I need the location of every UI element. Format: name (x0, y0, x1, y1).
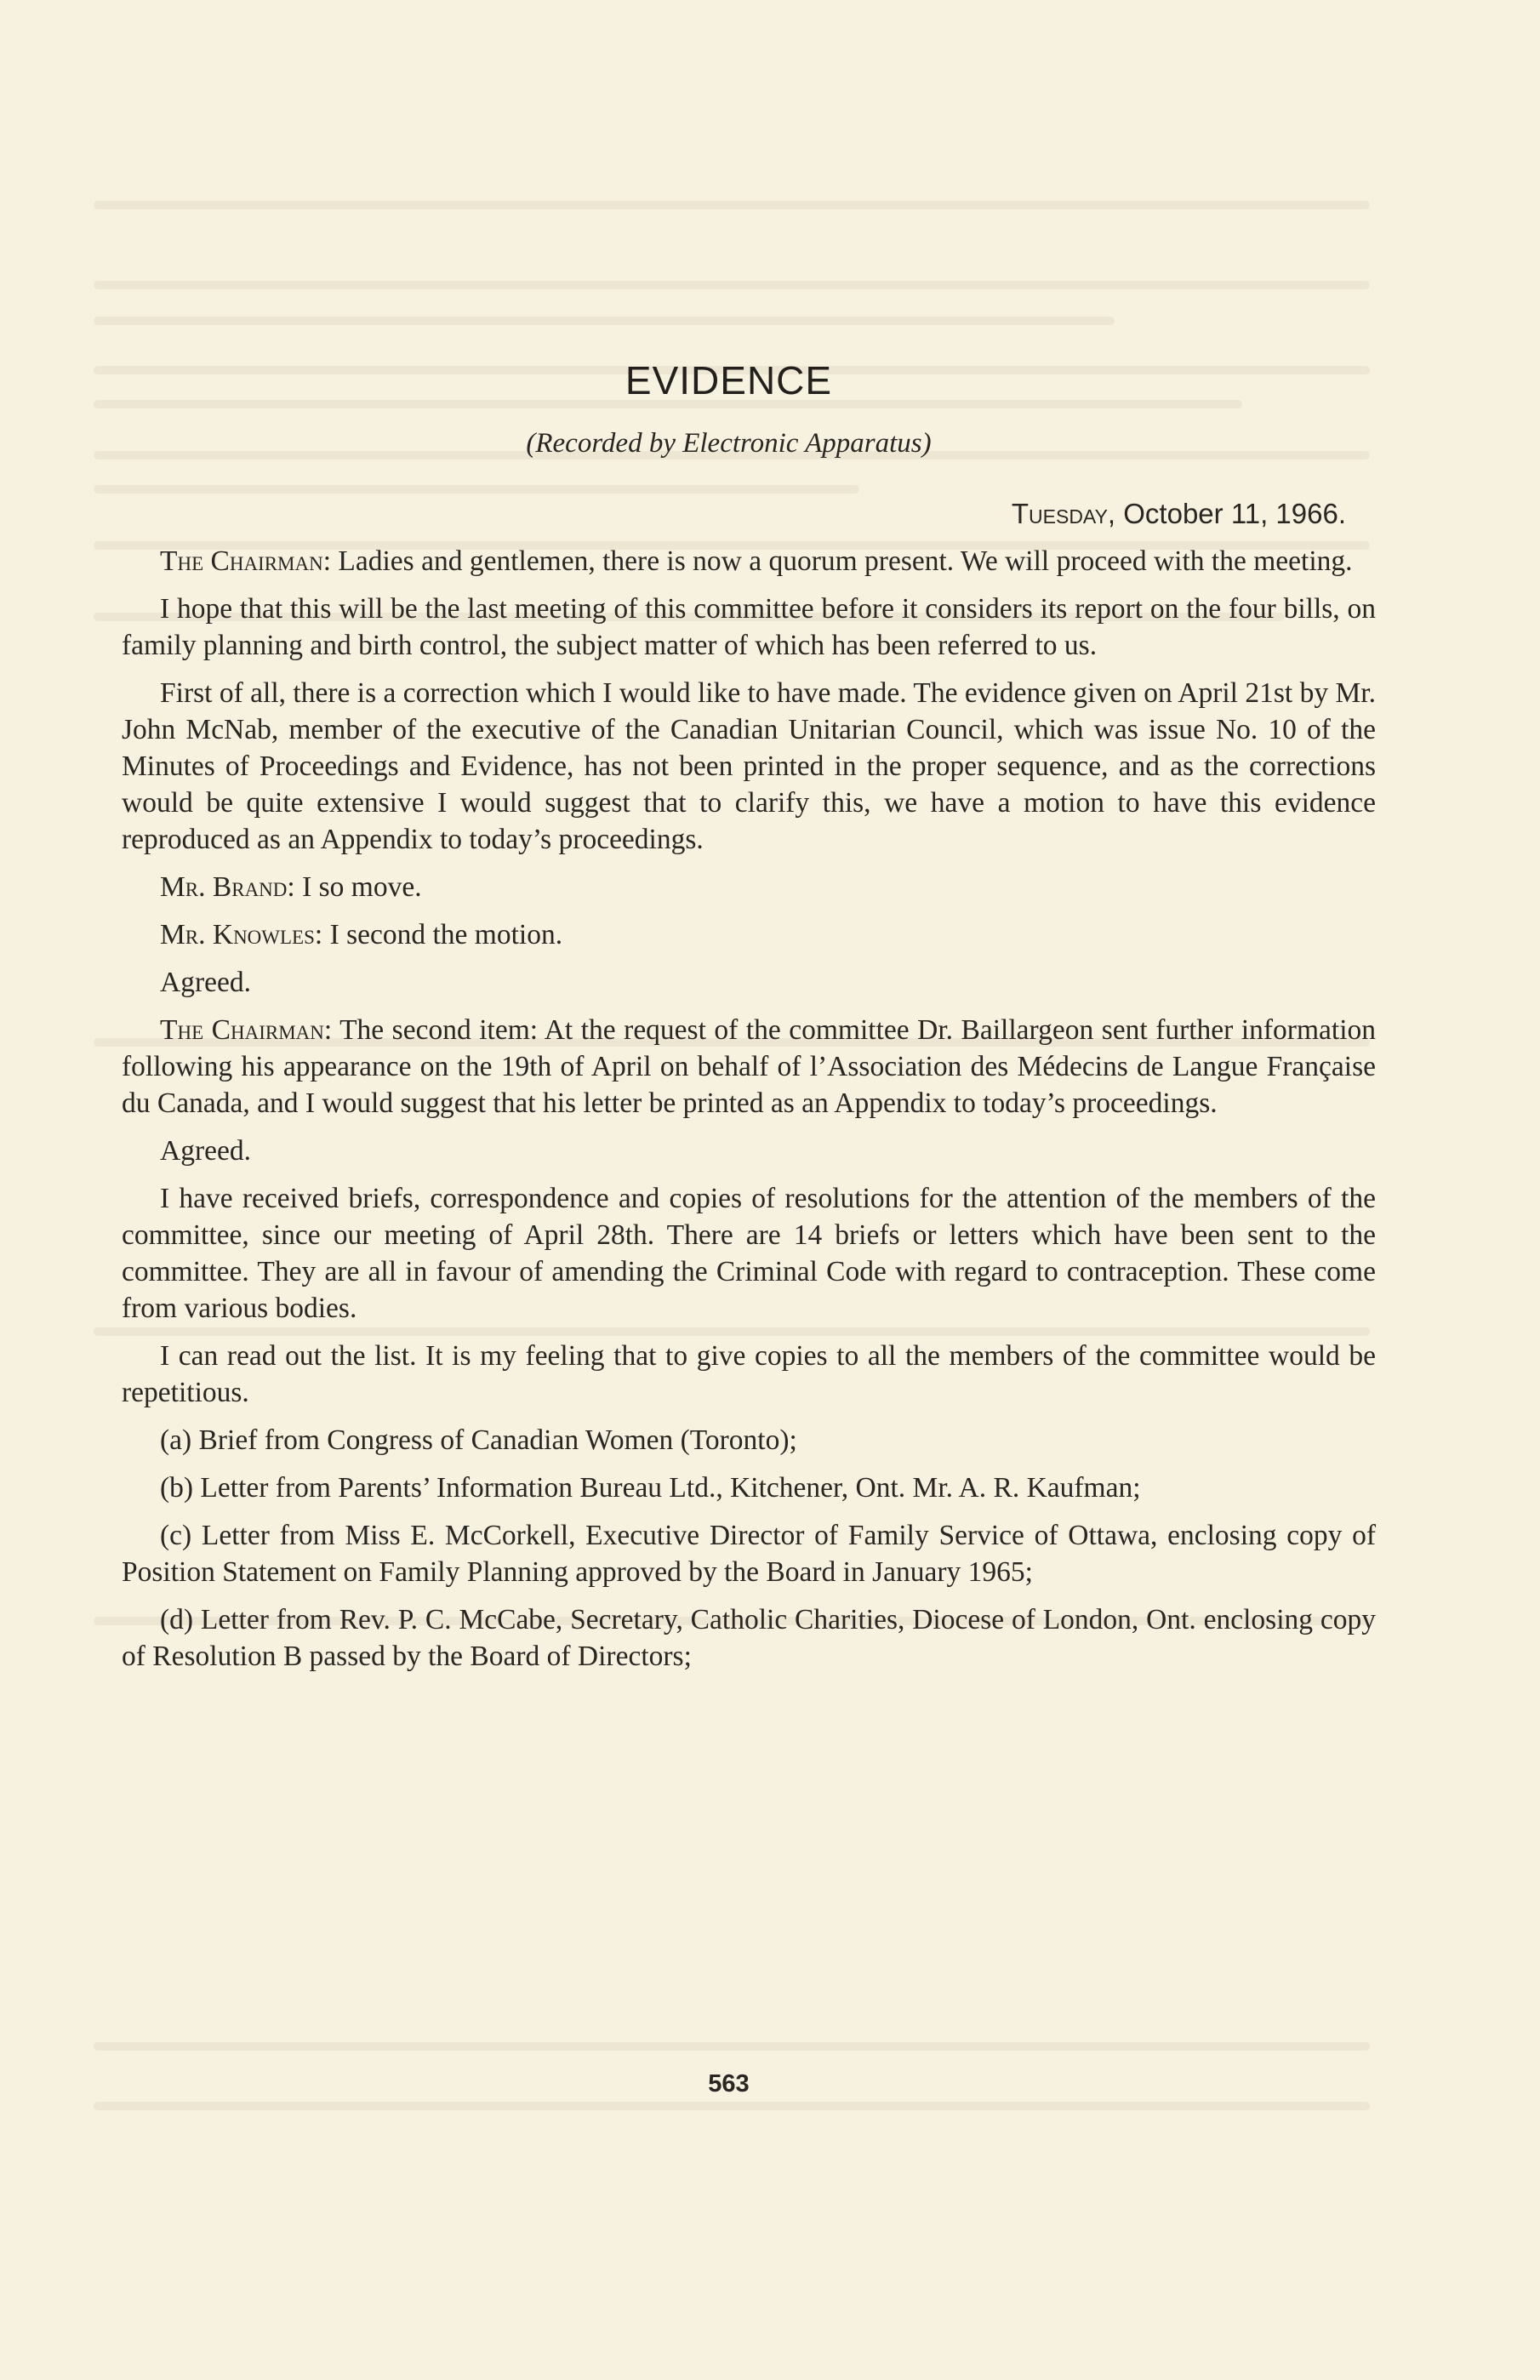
page-number: 563 (708, 2070, 750, 2097)
transcript-paragraph (122, 1133, 1376, 1169)
transcript-paragraph (122, 1470, 1376, 1506)
dateline-date: , October 11, 1966. (1107, 498, 1346, 529)
section-heading: EVIDENCE (625, 358, 833, 402)
paragraph-text: : The second item: At the request of the committee Dr. Baillargeon sent further information following his appearance on the 19th of April on behalf of l’Association des Médecins de Langue Française du Canada, and I would suggest that his letter be printed as an Appendix to today’s proceedings. (122, 1014, 1377, 1119)
transcript-paragraph (122, 916, 1376, 953)
transcript-body (122, 543, 1376, 1686)
paragraph-text: (a) Brief from Congress of Canadian Women (Toronto); (160, 1424, 797, 1456)
transcript-paragraph (122, 1338, 1376, 1411)
paragraph-text: : I so move. (287, 871, 422, 903)
paragraph-text: : Ladies and gentlemen, there is now a quorum present. We will proceed with the meeting. (322, 545, 1353, 577)
transcript-paragraph (122, 1517, 1376, 1590)
transcript-paragraph (122, 1180, 1376, 1327)
speaker-name: The Chairman (160, 1014, 324, 1046)
paragraph-text: Agreed. (160, 967, 251, 998)
paragraph-text: First of all, there is a correction which I would like to have made. The evidence given on April 21st by Mr. John McNab, member of the executive of the Canadian Unitarian Council, which was issue No. 10 of the Minutes of Proceedings and Evidence, has not been printed in the proper sequence, and as the corrections would be quite extensive I would suggest that to clarify this, we have a motion to have this evidence reproduced as an Appendix to today’s proceedings. (122, 677, 1376, 855)
transcript-paragraph (122, 1601, 1376, 1675)
transcript-paragraph (122, 964, 1376, 1001)
paragraph-text: I hope that this will be the last meeting of this committee before it considers its report on the four bills, on family planning and birth control, the subject matter of which has been referred to us. (122, 593, 1376, 661)
section-subheading: (Recorded by Electronic Apparatus) (526, 428, 932, 459)
speaker-name: Mr. Knowles (160, 919, 315, 950)
paragraph-text: Agreed. (160, 1135, 251, 1167)
paragraph-text: I have received briefs, correspondence and copies of resolutions for the attention of the members of the committee, since our meeting of April 28th. There are 14 briefs or letters which have been sent to the committee. They are all in favour of amending the Criminal Code with regard to contraception. These come from various bodies. (122, 1183, 1376, 1324)
meeting-dateline (1012, 498, 1346, 530)
transcript-paragraph (122, 591, 1376, 664)
dateline-day: Tuesday (1011, 498, 1108, 529)
transcript-paragraph (122, 869, 1376, 905)
speaker-name: Mr. Brand (160, 871, 288, 903)
paragraph-text: (d) Letter from Rev. P. C. McCabe, Secretary, Catholic Charities, Diocese of London, Ont. enclosing copy of Resolution B passed by the Board of Directors; (122, 1604, 1376, 1672)
transcript-paragraph (122, 675, 1376, 858)
transcript-paragraph (122, 1012, 1376, 1122)
paragraph-text: (b) Letter from Parents’ Information Bureau Ltd., Kitchener, Ont. Mr. A. R. Kaufman; (160, 1472, 1141, 1504)
paragraph-text: (c) Letter from Miss E. McCorkell, Executive Director of Family Service of Ottawa, enclosing copy of Position Statement on Family Planning approved by the Board in January 1965; (122, 1520, 1376, 1588)
transcript-paragraph (122, 1422, 1376, 1458)
paragraph-text: : I second the motion. (314, 919, 563, 950)
speaker-name: The Chairman (160, 545, 323, 577)
transcript-paragraph (122, 543, 1376, 579)
paragraph-text: I can read out the list. It is my feeling that to give copies to all the members of the committee would be repetitious. (122, 1340, 1376, 1408)
